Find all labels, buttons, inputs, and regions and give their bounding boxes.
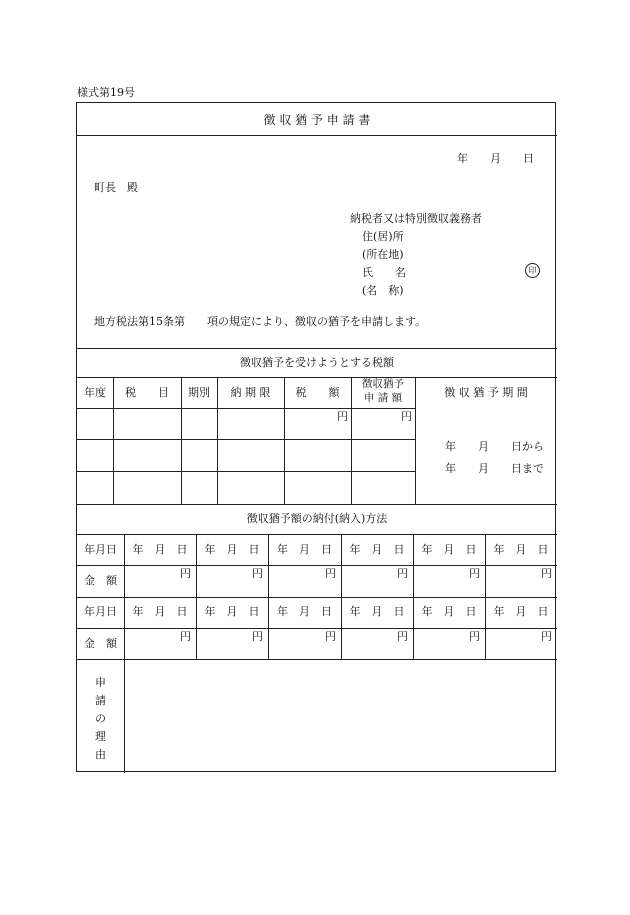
date-cell: 年 月 日	[421, 543, 477, 556]
rule	[77, 504, 557, 505]
date-cell: 年 月 日	[204, 605, 260, 618]
period-to: 年 月 日まで	[445, 462, 544, 475]
row-label-amount: 金 額	[84, 574, 117, 587]
yen-unit: 円	[401, 410, 412, 423]
rule	[77, 439, 415, 440]
applicant-heading: 納税者又は特別徴収義務者	[350, 212, 482, 225]
yen-unit: 円	[252, 630, 263, 643]
date-cell: 年 月 日	[132, 605, 188, 618]
rule	[77, 377, 557, 378]
yen-unit: 円	[469, 567, 480, 580]
reason-label-char: の	[95, 712, 106, 725]
form-title: 徴 収 猶 予 申 請 書	[263, 113, 371, 127]
yen-unit: 円	[180, 630, 191, 643]
date-cell: 年 月 日	[277, 605, 332, 618]
col-request-amount-line2: 申 請 額	[363, 392, 403, 404]
rule	[77, 135, 557, 136]
col-year: 年度	[84, 386, 106, 399]
col-due-date: 納 期 限	[230, 386, 271, 399]
seal-mark: 印	[525, 263, 540, 278]
form-number: 様式第19号	[77, 86, 135, 99]
yen-unit: 円	[252, 567, 263, 580]
yen-unit: 円	[469, 630, 480, 643]
rule	[77, 348, 557, 349]
col-request-amount-line1: 徴収猶予	[362, 378, 404, 390]
col-tax-item: 税 目	[125, 386, 169, 399]
reason-field[interactable]	[125, 660, 555, 771]
date-cell: 年 月 日	[132, 543, 188, 556]
payment-section-heading: 徴収猶予額の納付(納入)方法	[246, 512, 388, 525]
statement: 地方税法第15条第 項の規定により、徴収の猶予を申請します。	[94, 315, 427, 328]
applicant-name-label: 氏 名	[362, 266, 406, 279]
yen-unit: 円	[337, 410, 348, 423]
col-deferral-period: 徴 収 猶 予 期 間	[444, 386, 528, 399]
yen-unit: 円	[180, 567, 191, 580]
date-cell: 年 月 日	[493, 543, 549, 556]
applicant-address-label: 住(居)所	[362, 230, 404, 243]
addressee: 町長 殿	[94, 181, 138, 194]
yen-unit: 円	[325, 630, 336, 643]
date-cell: 年 月 日	[421, 605, 477, 618]
reason-label-char: 理	[95, 730, 106, 743]
period-from: 年 月 日から	[445, 440, 544, 453]
col-tax-amount: 税 額	[295, 386, 340, 399]
reason-label-char: 由	[95, 748, 106, 761]
yen-unit: 円	[397, 630, 408, 643]
col-term: 期別	[188, 386, 210, 399]
yen-unit: 円	[397, 567, 408, 580]
reason-label-char: 請	[95, 694, 106, 707]
yen-unit: 円	[541, 567, 552, 580]
reason-label-char: 申	[95, 676, 106, 689]
row-label-date: 年月日	[84, 543, 117, 556]
tax-section-heading: 徴収猶予を受けようとする税額	[240, 356, 394, 369]
date-cell: 年 月 日	[493, 605, 549, 618]
applicant-location-label: (所在地)	[362, 248, 404, 261]
yen-unit: 円	[325, 567, 336, 580]
date-cell: 年 月 日	[277, 543, 332, 556]
date-cell: 年 月 日	[349, 543, 405, 556]
rule	[77, 471, 415, 472]
yen-unit: 円	[541, 630, 552, 643]
applicant-name-alt-label: (名 称)	[362, 284, 404, 297]
date-line: 年 月 日	[457, 152, 534, 165]
date-cell: 年 月 日	[349, 605, 405, 618]
rule	[77, 408, 415, 409]
row-label-date: 年月日	[84, 605, 117, 618]
date-cell: 年 月 日	[204, 543, 260, 556]
application-form	[76, 102, 556, 772]
row-label-amount: 金 額	[84, 637, 117, 650]
